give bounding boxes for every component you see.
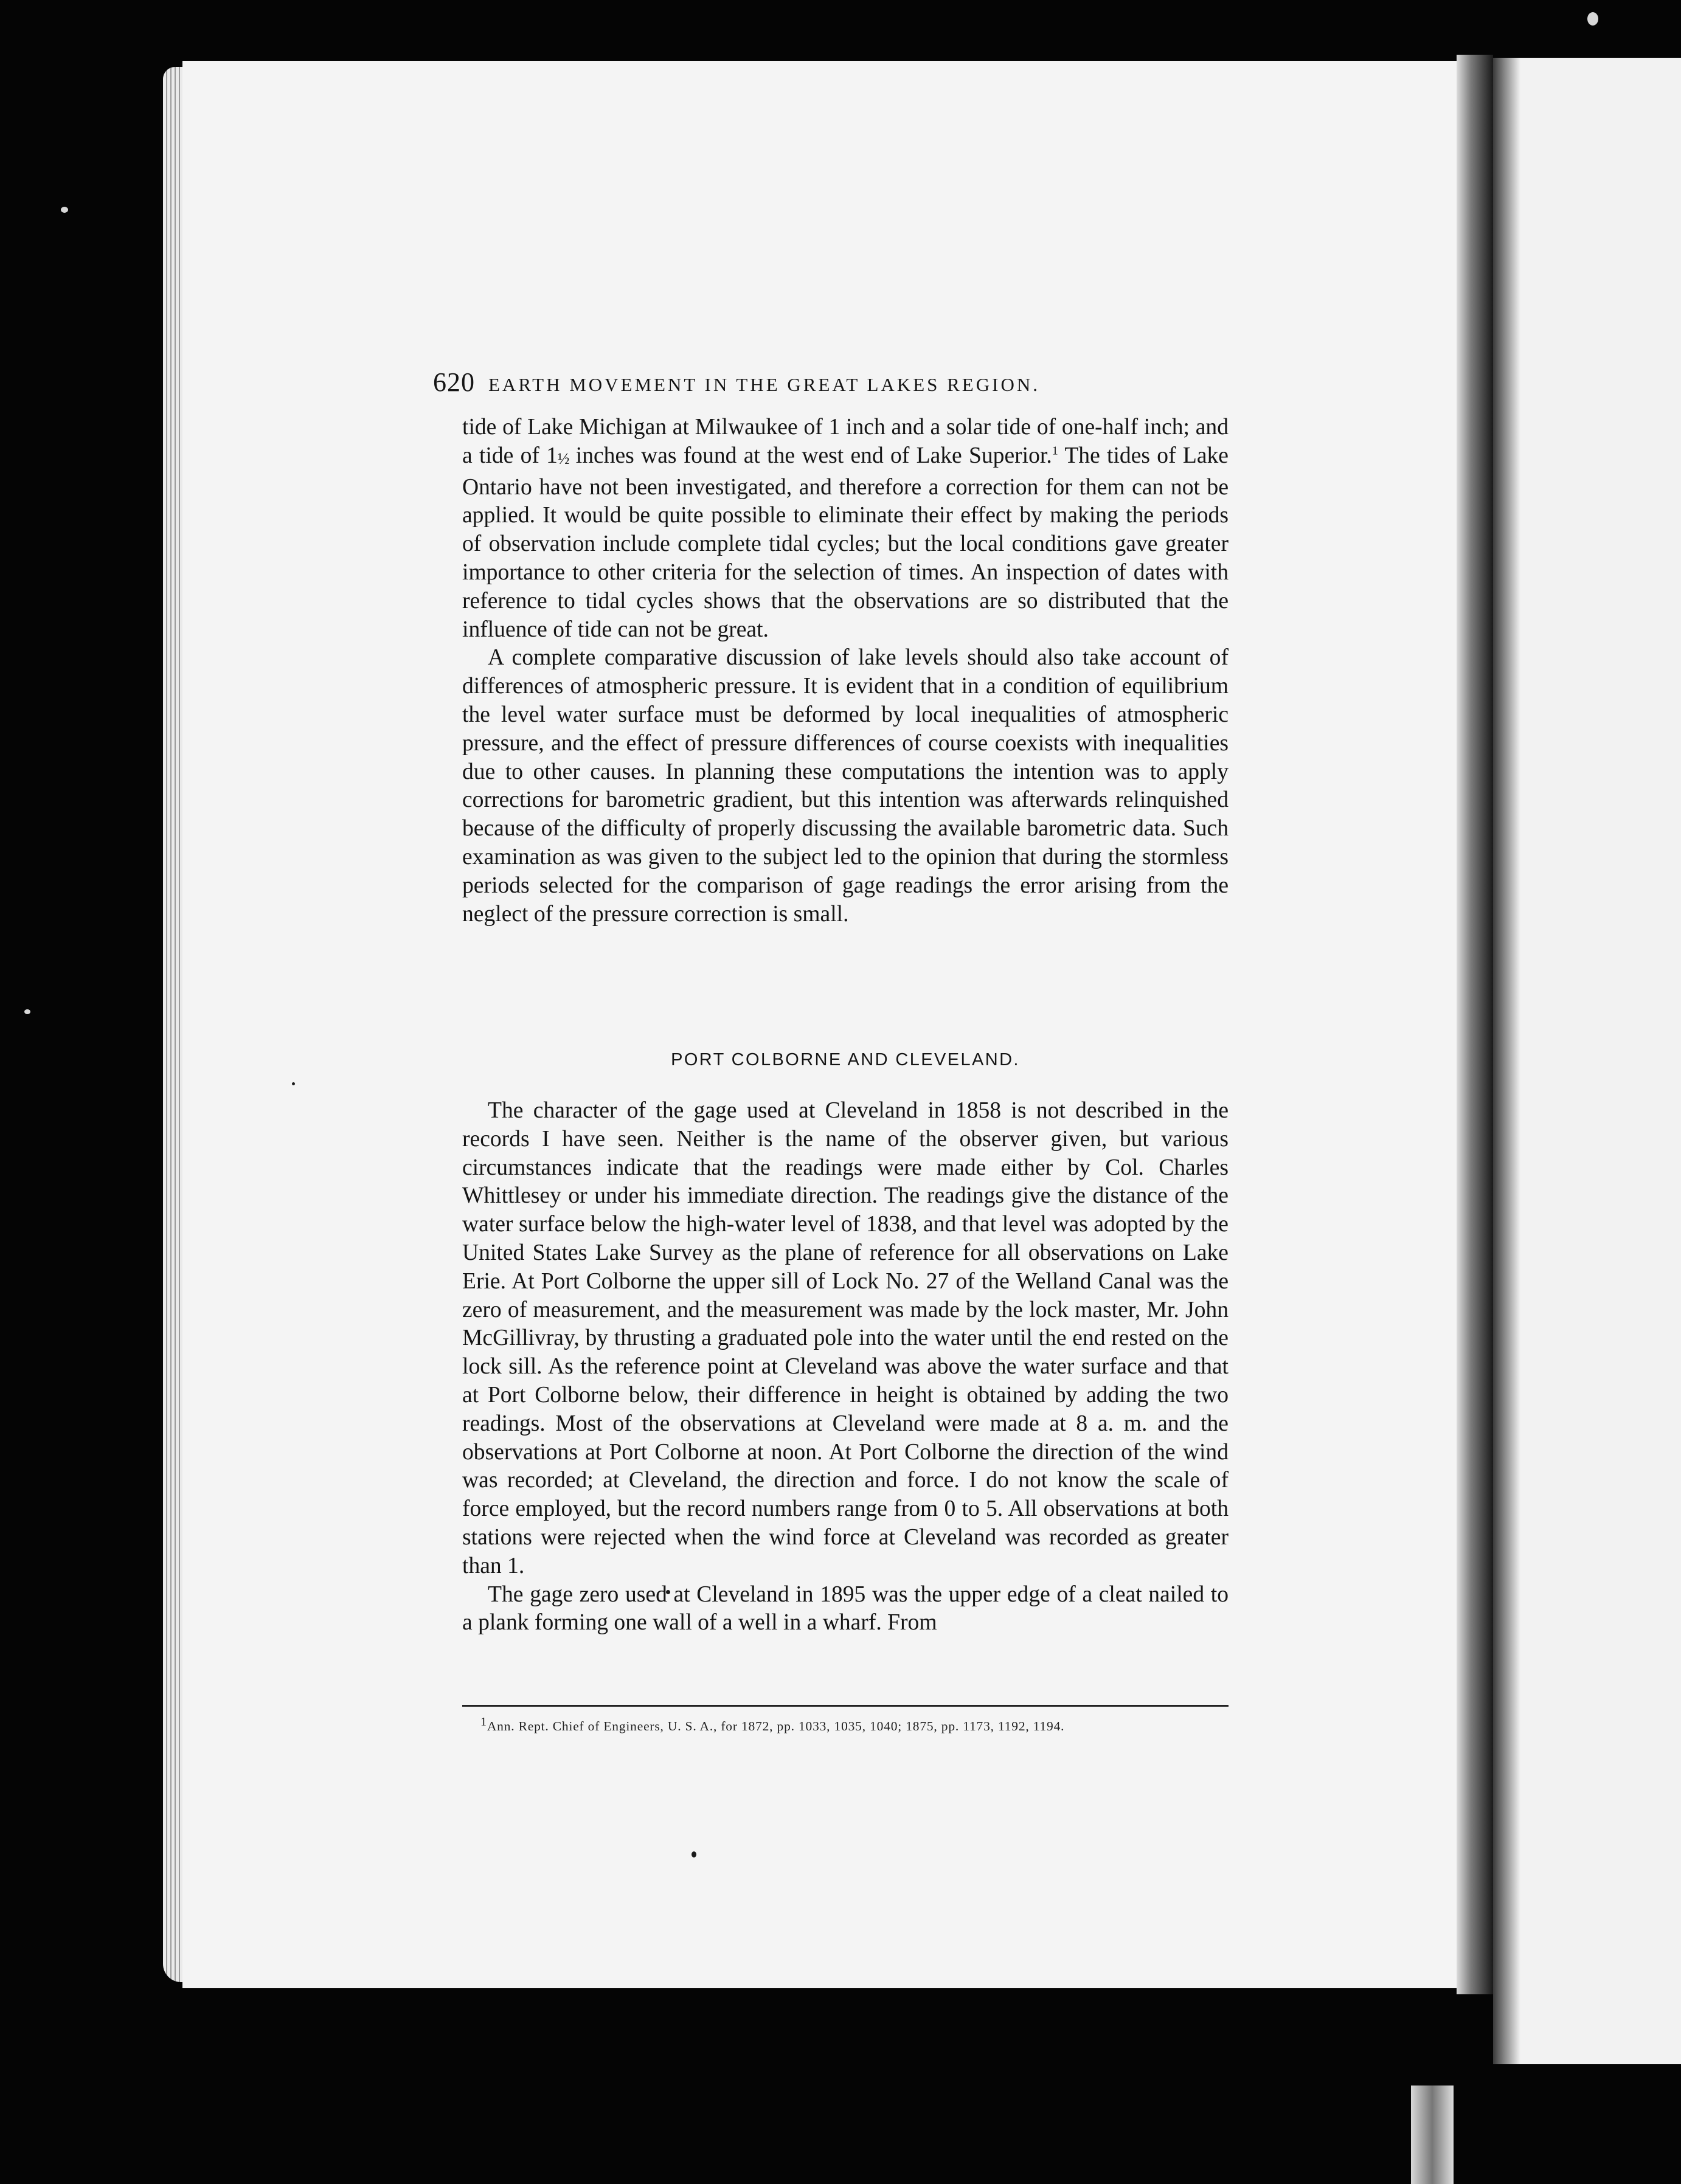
book-gutter: [1457, 55, 1493, 1994]
fraction: ½: [557, 449, 569, 468]
scan-speck: [1587, 12, 1598, 26]
footnote-text: Ann. Rept. Chief of Engineers, U. S. A., for 1872, pp. 1033, 1035, 1040; 1875, pp. 1173, 1192, 1194.: [487, 1719, 1065, 1733]
paragraph-text: tide of Lake Michigan at Milwaukee of 1 inch and a solar tide of one-half inch; and a tide of 1: [462, 415, 1229, 468]
footnote-rule: [462, 1705, 1229, 1707]
paragraph-pressure: A complete comparative discussion of lake levels should also take account of differences of atmospheric pressure. It is evident that in a condition of equilibrium the level water surface must be deformed by local inequalities of atmospheric pressure, and the effect of pressure differences of course coexists with inequalities due to other causes. In planning these computations the intention was to apply corrections for barometric gradient, but this intention was afterwards relinquished because of the difficulty of properly discussing the available barometric data. Such examination as was given to the subject led to the opinion that during the stormless periods selected for the comparison of gage readings the error arising from the neglect of the pressure correction is small.: [462, 645, 1229, 927]
page-header: [433, 367, 1236, 398]
scan-speck: [292, 1082, 295, 1085]
footnote-reference: 1: [1052, 444, 1058, 458]
scan-speck: [24, 1009, 30, 1014]
facing-page-shadow: [1493, 58, 1520, 2064]
page-number: 620: [433, 367, 475, 397]
book-page: [182, 61, 1472, 1988]
scan-speck: [61, 207, 68, 213]
body-text-upper: [462, 413, 1229, 928]
binding-clip: [1411, 2086, 1454, 2184]
footnote: [480, 1712, 1229, 1741]
running-head: EARTH MOVEMENT IN THE GREAT LAKES REGION.: [488, 374, 1040, 395]
paragraph-gage-1895: The gage zero used at Cleveland in 1895 was the upper edge of a cleat nailed to a plank forming one wall of a well in a wharf. From: [462, 1581, 1229, 1636]
paragraph-text: inches was found at the west end of Lake Superior.: [569, 443, 1052, 468]
paragraph-text: The tides of Lake Ontario have not been investigated, and therefore a correction for them can not be applied. It would be quite possible to eliminate their effect by making the periods of observation include complete tidal cycles; but the local conditions gave greater importance to other criteria for the selection of times. An inspection of dates with reference to tidal cycles shows that the observations are so distributed that the influence of tide can not be great.: [462, 443, 1229, 642]
section-heading: PORT COLBORNE AND CLEVELAND.: [671, 1050, 1020, 1070]
footnote-marker: 1: [480, 1715, 487, 1729]
facing-page: [1493, 58, 1681, 2064]
body-text-lower: [462, 1097, 1229, 1637]
paragraph-gage-1858: The character of the gage used at Cleveland in 1858 is not described in the records I have seen. Neither is the name of the observer given, but various circumstances indicate that the readings were made either by Col. Charles Whittlesey or under his immediate direction. The readings give the distance of the water surface below the high-water level of 1838, and that level was adopted by the United States Lake Survey as the plane of reference for all observations on Lake Erie. At Port Colborne the upper sill of Lock No. 27 of the Welland Canal was the zero of measurement, and the measurement was made by the lock master, Mr. John McGillivray, by thrusting a graduated pole into the water until the end rested on the lock sill. As the reference point at Cleveland was above the water surface and that at Port Colborne below, their difference in height is obtained by adding the two readings. Most of the observations at Cleveland were made at 8 a. m. and the observations at Port Colborne at noon. At Port Colborne the direction of the wind was recorded; at Cleveland, the direction and force. I do not know the scale of force employed, but the record numbers range from 0 to 5. All observations at both stations were rejected when the wind force at Cleveland was recorded as greater than 1.: [462, 1098, 1229, 1578]
scan-speck: [691, 1851, 696, 1857]
paragraph-tides: [462, 413, 1229, 644]
